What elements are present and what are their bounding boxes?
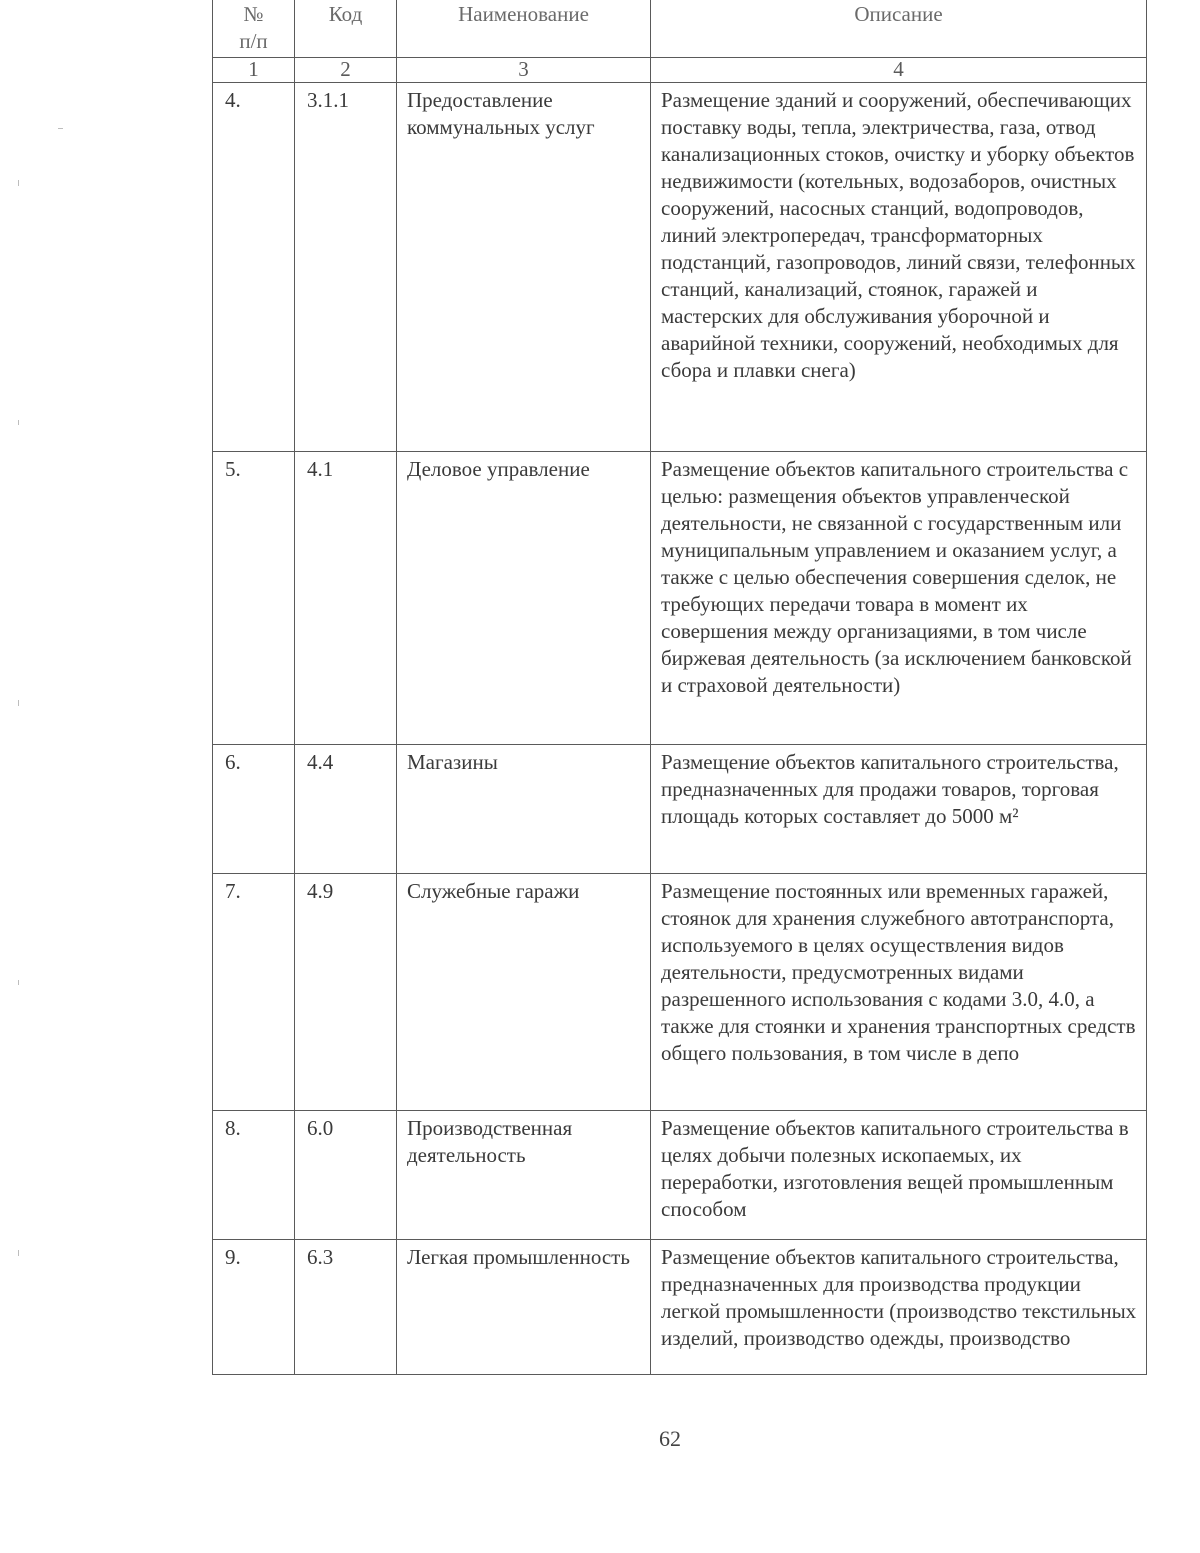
row-number: 6. <box>213 745 295 874</box>
row-code: 6.0 <box>295 1111 397 1240</box>
page-number: 62 <box>659 1426 681 1451</box>
scan-mark <box>18 180 19 186</box>
row-name: Легкая промышленность <box>397 1240 651 1375</box>
header-row <box>213 0 1147 58</box>
row-name: Предоставление коммунальных услуг <box>397 83 651 452</box>
row-number: 7. <box>213 874 295 1111</box>
header-num: № п/п <box>213 0 295 58</box>
row-description: Размещение объектов капитального строительства, предназначенных для производства продукции легкой промышленности (производство текстильных изделий, производство одежды, производство <box>651 1240 1147 1375</box>
row-description: Размещение зданий и сооружений, обеспечивающих поставку воды, тепла, электричества, газа, отвод канализационных стоков, очистку и уборку объектов недвижимости (котельных, водозаборов, очистных сооружений, насосных станций, водопроводов, линий электропередач, трансформаторных подстанций, газопроводов, линий связи, телефонных станций, канализаций, стоянок, гаражей и мастерских для обслуживания уборочной и аварийной техники, сооружений, необходимых для сбора и плавки снега) <box>651 83 1147 452</box>
row-name: Деловое управление <box>397 452 651 745</box>
column-number: 1 <box>213 58 295 83</box>
row-number: 8. <box>213 1111 295 1240</box>
scan-mark <box>58 128 63 129</box>
column-number: 4 <box>651 58 1147 83</box>
row-name: Магазины <box>397 745 651 874</box>
land-use-table <box>212 0 1147 1375</box>
row-number: 9. <box>213 1240 295 1375</box>
table-row <box>213 452 1147 745</box>
column-number: 2 <box>295 58 397 83</box>
row-description: Размещение объектов капитального строительства с целью: размещения объектов управленческой деятельности, не связанной с государственным или муниципальным управлением и оказанием услуг, а также с целью обеспечения совершения сделок, не требующих передачи товара в момент их совершения между организациями, в том числе биржевая деятельность (за исключением банковской и страховой деятельности) <box>651 452 1147 745</box>
row-number: 5. <box>213 452 295 745</box>
row-description: Размещение объектов капитального строительства в целях добычи полезных ископаемых, их переработки, изготовления вещей промышленным способом <box>651 1111 1147 1240</box>
header-name: Наименование <box>397 0 651 58</box>
table-row <box>213 745 1147 874</box>
row-code: 3.1.1 <box>295 83 397 452</box>
row-code: 4.1 <box>295 452 397 745</box>
column-number-row <box>213 58 1147 83</box>
scan-mark <box>18 700 19 706</box>
table-row <box>213 1111 1147 1240</box>
header-code: Код <box>295 0 397 58</box>
table-row <box>213 83 1147 452</box>
row-description: Размещение объектов капитального строительства, предназначенных для продажи товаров, торговая площадь которых составляет до 5000 м² <box>651 745 1147 874</box>
table-row <box>213 874 1147 1111</box>
header-description: Описание <box>651 0 1147 58</box>
column-number: 3 <box>397 58 651 83</box>
row-description: Размещение постоянных или временных гаражей, стоянок для хранения служебного автотранспорта, используемого в целях осуществления видов деятельности, предусмотренных видами разрешенного использования с кодами 3.0, 4.0, а также для стоянки и хранения транспортных средств общего пользования, в том числе в депо <box>651 874 1147 1111</box>
row-name: Производственная деятельность <box>397 1111 651 1240</box>
row-code: 4.9 <box>295 874 397 1111</box>
scan-mark <box>18 980 19 985</box>
scan-mark <box>18 1250 19 1256</box>
row-name: Служебные гаражи <box>397 874 651 1111</box>
row-number: 4. <box>213 83 295 452</box>
row-code: 4.4 <box>295 745 397 874</box>
table-row <box>213 1240 1147 1375</box>
row-code: 6.3 <box>295 1240 397 1375</box>
scan-mark <box>18 420 19 425</box>
